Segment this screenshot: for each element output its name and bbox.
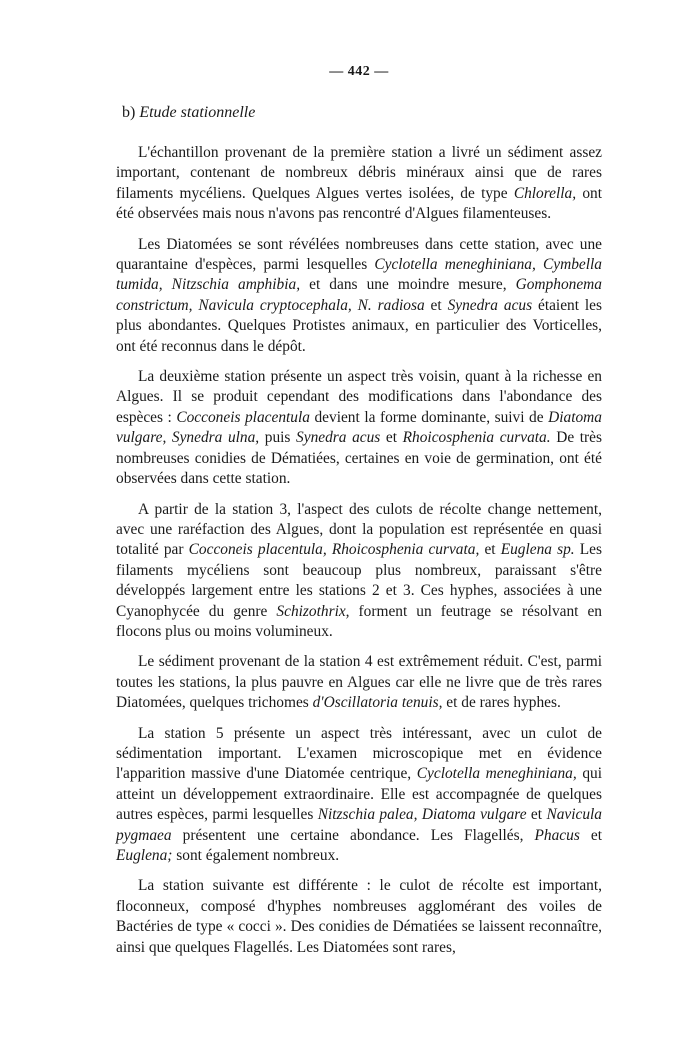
text-run: La station suivante est différente : le culot de récolte est important, floconneux, composé d'hyphes nombreuses agglomérant des voiles de Bactéries de type « cocci ». Des conidies de Dématiées se laissent reconnaître, ainsi que quelques Flagellés. Les Diatomées sont rares, <box>116 877 602 956</box>
text-run: De très nombreuses conidies de Dématiées, certaines en voie de germination, ont été observées dans cette station. <box>116 429 602 488</box>
paragraph <box>116 367 602 489</box>
body-text <box>116 143 602 958</box>
italic-text-run: Cocconeis placentula, Rhoicosphenia curvata, <box>188 541 480 559</box>
italic-text-run: Schizothrix, <box>276 602 350 620</box>
text-run: devient la forme dominante, suivi de <box>309 408 549 426</box>
text-run: puis <box>259 429 297 447</box>
text-run: étaient les plus abondantes. Quelques Protistes animaux, en particulier des Vorticelles, ont été reconnus dans le dépôt. <box>116 296 602 355</box>
text-run: Le sédiment provenant de la station 4 est extrêmement réduit. C'est, parmi toutes les stations, la plus pauvre en Algues car elle ne livre que de très rares Diatomées, quelques trichomes <box>116 653 602 712</box>
italic-text-run: Euglena sp. <box>500 541 575 559</box>
italic-text-run: Phacus <box>534 826 580 844</box>
text-run: La station 5 présente un aspect très intéressant, avec un culot de sédimentation important. L'examen microscopique met en évidence l'apparition massive d'une Diatomée centrique, <box>116 724 602 783</box>
text-run: et de rares hyphes. <box>442 694 561 712</box>
italic-text-run: Chlorella, <box>513 184 577 202</box>
italic-text-run: Cyclotella meneghiniana, <box>416 765 577 783</box>
italic-text-run: Nitzschia palea, Diatoma vulgare <box>317 806 527 824</box>
italic-text-run: d'Oscillatoria tenuis, <box>312 694 443 712</box>
paragraph <box>116 876 602 958</box>
text-run: Les Diatomées se sont révélées nombreuses dans cette station, avec une quarantaine d'espèces, parmi lesquelles <box>116 235 602 274</box>
paragraph <box>116 724 602 867</box>
section-heading <box>122 102 602 123</box>
italic-text-run: Cyclotella meneghiniana, Cymbella tumida, Nitzschia amphibia, <box>116 256 602 294</box>
text-run: qui atteint un développement extraordinaire. Elle est accompagnée de quelques autres espèces, parmi lesquelles <box>116 765 602 824</box>
italic-text-run: Rhoicosphenia curvata. <box>402 429 551 447</box>
text-run: forment un feutrage se résolvant en flocons plus ou moins volumineux. <box>116 602 602 640</box>
text-run: La deuxième station présente un aspect très voisin, quant à la richesse en Algues. Il se produit cependant des modifications dans l'abondance des espèces : <box>116 368 602 426</box>
paragraph <box>116 500 602 643</box>
text-run: A partir de la station 3, l'aspect des culots de récolte change nettement, avec une raréfaction des Algues, dont la population est représentée en quasi totalité par <box>116 500 602 559</box>
italic-text-run: Euglena; <box>116 847 173 864</box>
paragraph <box>116 652 602 713</box>
text-run: et <box>479 541 501 559</box>
italic-text-run: Synedra acus <box>447 296 533 314</box>
text-run: Les filaments mycéliens sont beaucoup plus nombreux, paraissant s'être développés largement entre les stations 2 et 3. Ces hyphes, associées à une Cyanophycée du genre <box>116 541 602 620</box>
text-run: et <box>424 296 448 314</box>
section-marker: b) <box>122 104 136 121</box>
text-run: et <box>380 429 403 447</box>
italic-text-run: Synedra acus <box>296 429 381 447</box>
paragraph <box>116 235 602 357</box>
paragraph <box>116 143 602 225</box>
italic-text-run: Cocconeis placentula <box>176 408 310 426</box>
section-title: Etude stationnelle <box>139 104 256 121</box>
italic-text-run: Navicula pygmaea <box>116 806 603 844</box>
text-run: et dans une moindre mesure, <box>300 276 516 294</box>
text-run: présentent une certaine abondance. Les Flagellés, <box>171 826 535 844</box>
italic-text-run: Gomphonema constrictum, Navicula cryptocephala, N. radiosa <box>116 276 602 314</box>
text-run: et <box>579 826 602 844</box>
text-run: et <box>526 806 547 824</box>
document-page <box>116 64 602 968</box>
italic-text-run: Diatoma vulgare, Synedra ulna, <box>116 408 602 447</box>
text-run: sont également nombreux. <box>172 847 340 864</box>
text-run: ont été observées mais nous n'avons pas rencontré d'Algues filamenteuses. <box>116 184 602 223</box>
text-run: L'échantillon provenant de la première station a livré un sédiment assez important, contenant de nombreux débris minéraux ainsi que de rares filaments mycéliens. Quelques Algues vertes isolées, de type <box>116 144 602 202</box>
page-number: — 442 — <box>329 64 389 79</box>
